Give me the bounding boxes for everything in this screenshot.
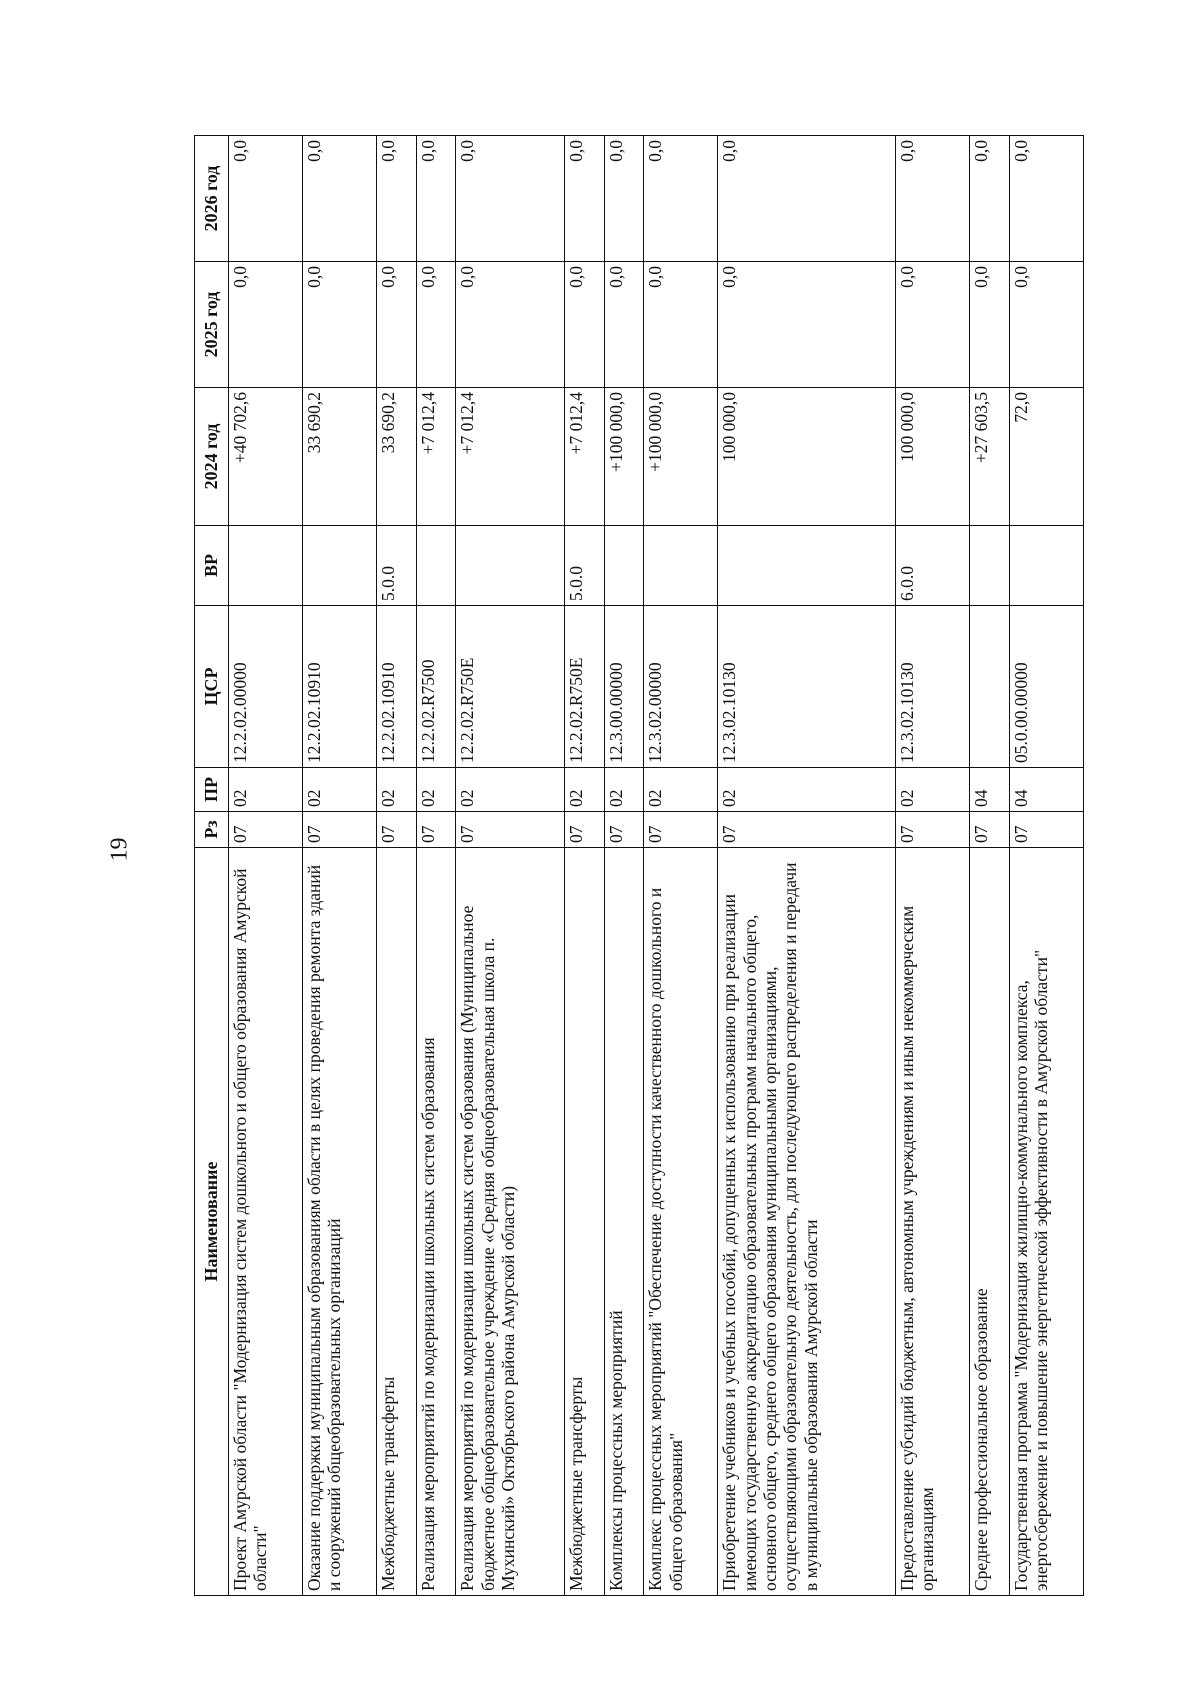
- table-row: [1009, 136, 1083, 1596]
- cell-2024: 72,0: [1009, 388, 1083, 526]
- budget-table: [194, 135, 1084, 1596]
- cell-csr: 12.3.02.10130: [896, 606, 970, 768]
- cell-name: Реализация мероприятий по модернизации школьных систем образования (Муниципальное бюджетное общеобразовательное учреждение «Средняя общеобразовательная школа п. Мухинский» Октябрьского района Амурской области): [456, 848, 565, 1596]
- cell-2026: 0,0: [303, 136, 377, 262]
- cell-pr: 02: [718, 768, 896, 812]
- cell-2026: 0,0: [1009, 136, 1083, 262]
- cell-rz: 07: [1009, 812, 1083, 848]
- cell-2025: 0,0: [303, 262, 377, 388]
- cell-2025: 0,0: [604, 262, 644, 388]
- cell-2025: 0,0: [970, 262, 1010, 388]
- cell-vr: [456, 526, 565, 606]
- cell-2024: +7 012,4: [416, 388, 456, 526]
- header-2024: 2024 год: [195, 388, 229, 526]
- cell-2024: +40 702,6: [229, 388, 303, 526]
- cell-2026: 0,0: [377, 136, 417, 262]
- cell-name: Оказание поддержки муниципальным образованиям области в целях проведения ремонта зданий и сооружений общеобразовательных организаций: [303, 848, 377, 1596]
- cell-rz: 07: [565, 812, 605, 848]
- cell-csr: 12.2.02.00000: [229, 606, 303, 768]
- cell-rz: 07: [229, 812, 303, 848]
- cell-name: Предоставление субсидий бюджетным, автономным учреждениям и иным некоммерческим организациям: [896, 848, 970, 1596]
- cell-2024: +100 000,0: [644, 388, 718, 526]
- cell-2025: 0,0: [416, 262, 456, 388]
- cell-rz: 07: [303, 812, 377, 848]
- cell-vr: 6.0.0: [896, 526, 970, 606]
- cell-rz: 07: [456, 812, 565, 848]
- table-row: [303, 136, 377, 1596]
- cell-2024: +7 012,4: [456, 388, 565, 526]
- table-row: [718, 136, 896, 1596]
- cell-2026: 0,0: [565, 136, 605, 262]
- table-row: [970, 136, 1010, 1596]
- cell-csr: 05.0.00.00000: [1009, 606, 1083, 768]
- cell-pr: 02: [416, 768, 456, 812]
- cell-csr: 12.2.02.10910: [303, 606, 377, 768]
- cell-rz: 07: [644, 812, 718, 848]
- cell-2024: +100 000,0: [604, 388, 644, 526]
- table-row: [604, 136, 644, 1596]
- cell-rz: 07: [416, 812, 456, 848]
- header-vr: ВР: [195, 526, 229, 606]
- cell-name: Реализация мероприятий по модернизации школьных систем образования: [416, 848, 456, 1596]
- cell-vr: [970, 526, 1010, 606]
- table-row: [456, 136, 565, 1596]
- cell-2024: +7 012,4: [565, 388, 605, 526]
- table-header-row: [195, 136, 229, 1596]
- cell-2024: 100 000,0: [896, 388, 970, 526]
- cell-2025: 0,0: [229, 262, 303, 388]
- cell-rz: 07: [896, 812, 970, 848]
- cell-name: Государственная программа "Модернизация жилищно-коммунального комплекса, энергосбережение и повышение энергетической эффективности в Амурской области": [1009, 848, 1083, 1596]
- cell-2026: 0,0: [604, 136, 644, 262]
- table-row: [377, 136, 417, 1596]
- cell-pr: 04: [970, 768, 1010, 812]
- cell-name: Межбюджетные трансферты: [377, 848, 417, 1596]
- cell-csr: 12.3.02.00000: [644, 606, 718, 768]
- cell-name: Межбюджетные трансферты: [565, 848, 605, 1596]
- cell-pr: 02: [644, 768, 718, 812]
- table-row: [896, 136, 970, 1596]
- header-csr: ЦСР: [195, 606, 229, 768]
- header-pr: ПР: [195, 768, 229, 812]
- cell-2026: 0,0: [896, 136, 970, 262]
- cell-pr: 02: [565, 768, 605, 812]
- cell-vr: [416, 526, 456, 606]
- cell-vr: [303, 526, 377, 606]
- table-row: [416, 136, 456, 1596]
- table-row: [565, 136, 605, 1596]
- cell-vr: [644, 526, 718, 606]
- cell-vr: 5.0.0: [565, 526, 605, 606]
- cell-2024: +27 603,5: [970, 388, 1010, 526]
- cell-2024: 33 690,2: [377, 388, 417, 526]
- cell-vr: [718, 526, 896, 606]
- cell-name: Комплекс процессных мероприятий "Обеспечение доступности качественного дошкольного и общего образования": [644, 848, 718, 1596]
- cell-rz: 07: [377, 812, 417, 848]
- cell-2026: 0,0: [718, 136, 896, 262]
- table-row: [644, 136, 718, 1596]
- cell-name: Среднее профессиональное образование: [970, 848, 1010, 1596]
- cell-csr: 12.3.00.00000: [604, 606, 644, 768]
- cell-2025: 0,0: [718, 262, 896, 388]
- cell-csr: 12.2.02.R7500: [416, 606, 456, 768]
- header-rz: Рз: [195, 812, 229, 848]
- cell-csr: [970, 606, 1010, 768]
- cell-vr: [1009, 526, 1083, 606]
- cell-2024: 100 000,0: [718, 388, 896, 526]
- cell-2025: 0,0: [896, 262, 970, 388]
- table-row: [229, 136, 303, 1596]
- header-2025: 2025 год: [195, 262, 229, 388]
- cell-pr: 02: [604, 768, 644, 812]
- cell-csr: 12.3.02.10130: [718, 606, 896, 768]
- cell-name: Комплексы процессных мероприятий: [604, 848, 644, 1596]
- cell-csr: 12.2.02.10910: [377, 606, 417, 768]
- cell-2024: 33 690,2: [303, 388, 377, 526]
- cell-2025: 0,0: [377, 262, 417, 388]
- cell-2025: 0,0: [456, 262, 565, 388]
- cell-vr: [229, 526, 303, 606]
- cell-pr: 02: [896, 768, 970, 812]
- cell-2026: 0,0: [229, 136, 303, 262]
- cell-2025: 0,0: [644, 262, 718, 388]
- cell-csr: 12.2.02.R750E: [456, 606, 565, 768]
- page-number: 19: [106, 837, 133, 862]
- cell-rz: 07: [604, 812, 644, 848]
- header-2026: 2026 год: [195, 136, 229, 262]
- cell-rz: 07: [718, 812, 896, 848]
- cell-2026: 0,0: [416, 136, 456, 262]
- cell-2025: 0,0: [1009, 262, 1083, 388]
- cell-pr: 02: [303, 768, 377, 812]
- header-name: Наименование: [195, 848, 229, 1596]
- budget-table-container: [194, 136, 1084, 1596]
- cell-pr: 04: [1009, 768, 1083, 812]
- cell-vr: [604, 526, 644, 606]
- cell-name: Приобретение учебников и учебных пособий, допущенных к использованию при реализации имеющих государственную аккредитацию образовательных программ начального общего, основного общего, среднего общего образования муниципальными организациями, осуществляющими образовательную деятельность, для последующего распределения и передачи в муниципальные образования Амурской области: [718, 848, 896, 1596]
- cell-pr: 02: [229, 768, 303, 812]
- cell-csr: 12.2.02.R750E: [565, 606, 605, 768]
- cell-name: Проект Амурской области "Модернизация систем дошкольного и общего образования Амурской области": [229, 848, 303, 1596]
- cell-2026: 0,0: [456, 136, 565, 262]
- cell-2025: 0,0: [565, 262, 605, 388]
- cell-rz: 07: [970, 812, 1010, 848]
- cell-pr: 02: [377, 768, 417, 812]
- cell-vr: 5.0.0: [377, 526, 417, 606]
- cell-2026: 0,0: [970, 136, 1010, 262]
- cell-pr: 02: [456, 768, 565, 812]
- cell-2026: 0,0: [644, 136, 718, 262]
